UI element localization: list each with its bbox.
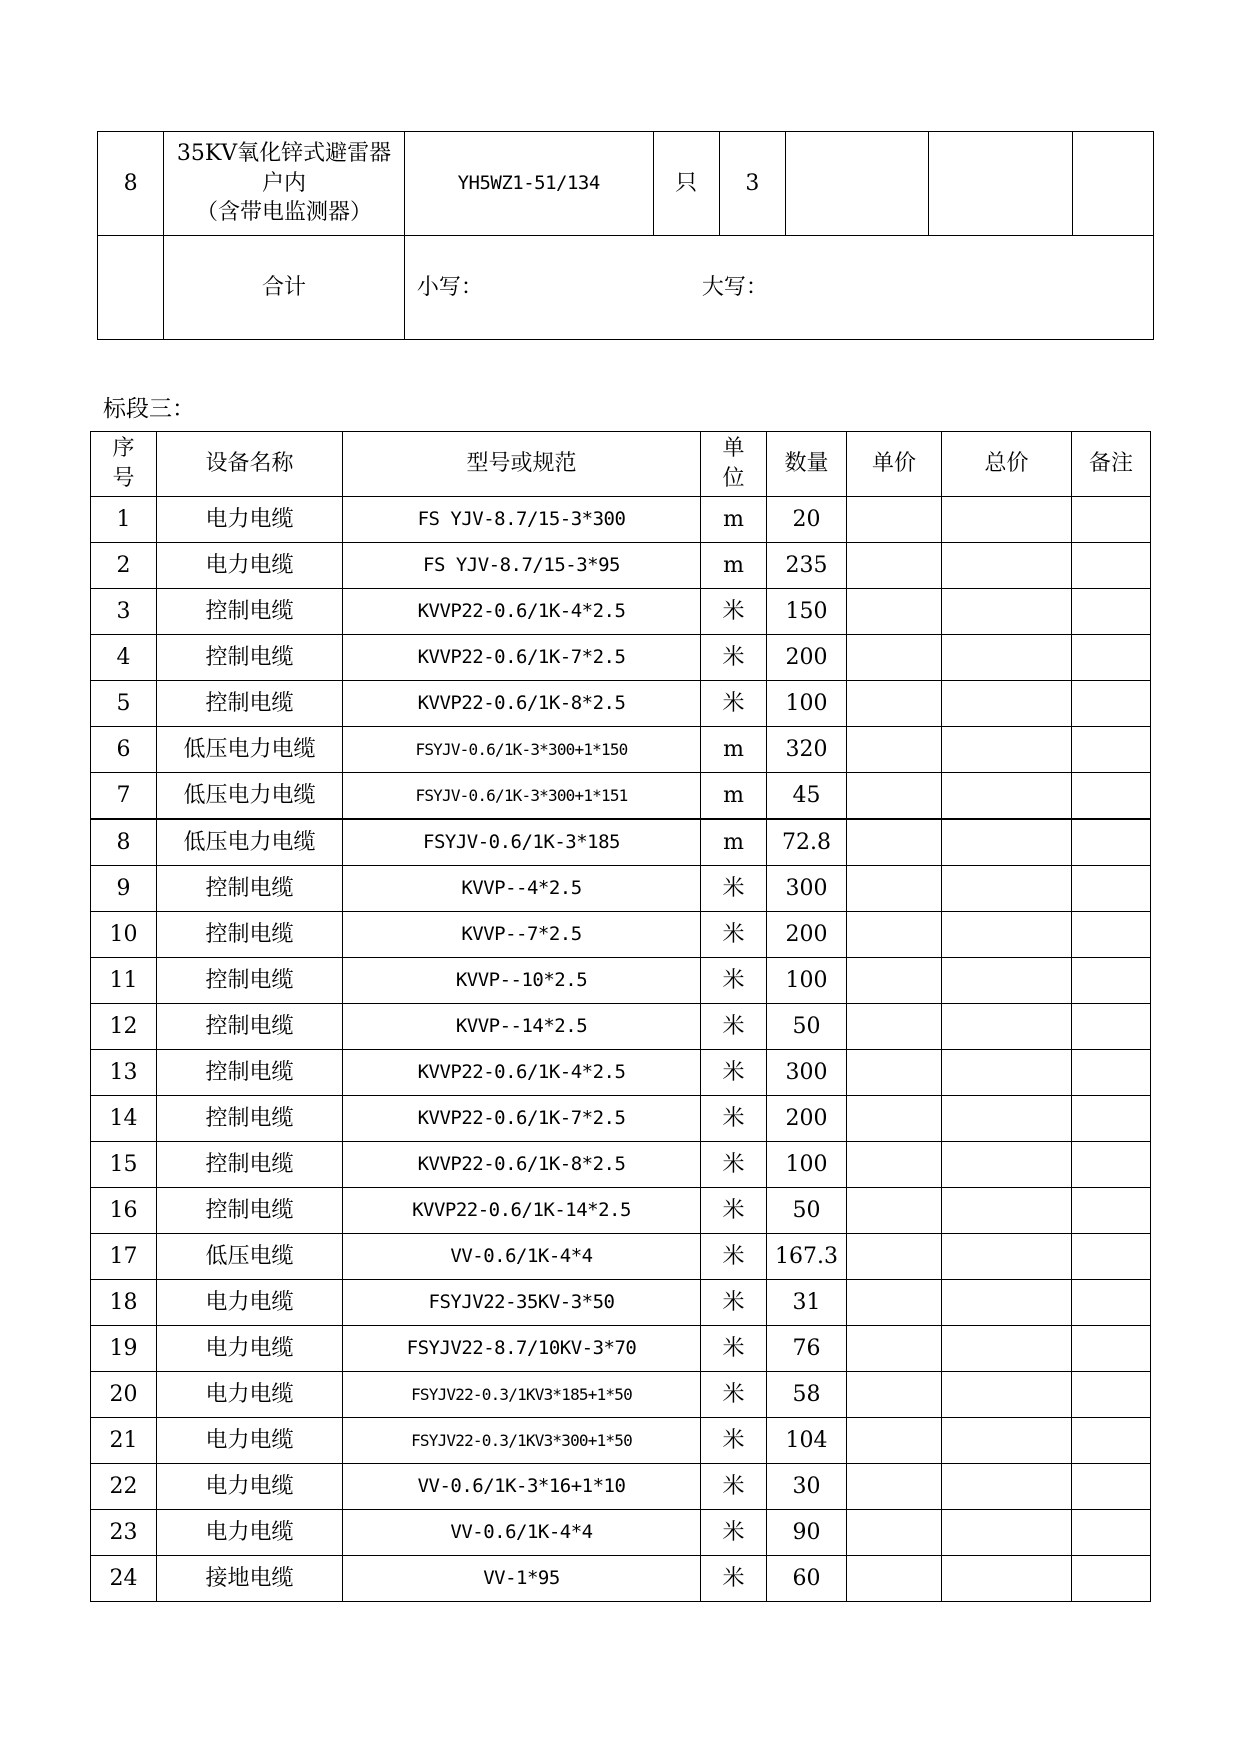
row-number: 10 xyxy=(91,912,157,958)
equipment-name: 低压电缆 xyxy=(157,1234,343,1280)
remark-cell xyxy=(1072,1188,1151,1234)
unit: 米 xyxy=(701,1372,767,1418)
remark-cell xyxy=(1072,1418,1151,1464)
quantity: 104 xyxy=(767,1418,847,1464)
row-number: 9 xyxy=(91,866,157,912)
table-row xyxy=(91,1372,1151,1418)
equipment-name: 控制电缆 xyxy=(157,1004,343,1050)
total-price-cell xyxy=(942,1510,1072,1556)
unit-price-cell xyxy=(847,681,942,727)
quantity: 300 xyxy=(767,1050,847,1096)
unit: 米 xyxy=(701,912,767,958)
quantity: 58 xyxy=(767,1372,847,1418)
model-spec: FS YJV-8.7/15-3*300 xyxy=(343,497,701,543)
unit: 米 xyxy=(701,589,767,635)
model-spec: VV-1*95 xyxy=(343,1556,701,1602)
row-number: 13 xyxy=(91,1050,157,1096)
unit-price-cell xyxy=(847,1234,942,1280)
row-number: 15 xyxy=(91,1142,157,1188)
unit: 米 xyxy=(701,681,767,727)
equipment-name: 控制电缆 xyxy=(157,681,343,727)
equipment-name: 电力电缆 xyxy=(157,1418,343,1464)
unit-price-cell xyxy=(847,543,942,589)
table-row xyxy=(91,866,1151,912)
unit-price-cell xyxy=(847,1556,942,1602)
unit-price-cell xyxy=(847,727,942,773)
unit-price-cell xyxy=(847,1280,942,1326)
unit: m xyxy=(701,543,767,589)
remark-cell xyxy=(1072,1326,1151,1372)
quantity: 76 xyxy=(767,1326,847,1372)
total-price-cell xyxy=(942,1280,1072,1326)
equipment-name: 电力电缆 xyxy=(157,1372,343,1418)
remark-cell xyxy=(1072,958,1151,1004)
table-row xyxy=(91,1510,1151,1556)
model-spec: KVVP22-0.6/1K-4*2.5 xyxy=(343,589,701,635)
equipment-name: 控制电缆 xyxy=(157,1188,343,1234)
quantity: 31 xyxy=(767,1280,847,1326)
unit-price-cell xyxy=(847,589,942,635)
unit-price-cell xyxy=(847,912,942,958)
quantity: 100 xyxy=(767,958,847,1004)
total-price-cell xyxy=(942,1464,1072,1510)
remark-cell xyxy=(1072,1280,1151,1326)
equipment-name: 电力电缆 xyxy=(157,543,343,589)
unit: 米 xyxy=(701,1142,767,1188)
quantity: 90 xyxy=(767,1510,847,1556)
header-model-spec: 型号或规范 xyxy=(343,432,701,497)
row-number: 19 xyxy=(91,1326,157,1372)
model-spec: YH5WZ1-51/134 xyxy=(404,132,653,236)
table-row xyxy=(98,132,1154,236)
equipment-name: 低压电力电缆 xyxy=(157,727,343,773)
quantity: 60 xyxy=(767,1556,847,1602)
remark-cell xyxy=(1072,497,1151,543)
unit-price-cell xyxy=(785,132,928,236)
header-total-price: 总价 xyxy=(942,432,1072,497)
quantity: 45 xyxy=(767,773,847,820)
unit-price-cell xyxy=(847,1372,942,1418)
table-row xyxy=(91,1556,1151,1602)
row-number: 14 xyxy=(91,1096,157,1142)
remark-cell xyxy=(1072,1234,1151,1280)
model-spec: KVVP22-0.6/1K-14*2.5 xyxy=(343,1188,701,1234)
table-row xyxy=(91,912,1151,958)
model-spec: VV-0.6/1K-4*4 xyxy=(343,1510,701,1556)
row-number: 3 xyxy=(91,589,157,635)
unit-price-cell xyxy=(847,958,942,1004)
equipment-name: 接地电缆 xyxy=(157,1556,343,1602)
model-spec: FSYJV22-8.7/10KV-3*70 xyxy=(343,1326,701,1372)
header-row xyxy=(91,432,1151,497)
total-price-cell xyxy=(942,1188,1072,1234)
quantity: 200 xyxy=(767,1096,847,1142)
quantity: 50 xyxy=(767,1004,847,1050)
unit: 米 xyxy=(701,866,767,912)
row-number: 8 xyxy=(98,132,164,236)
header-quantity: 数量 xyxy=(767,432,847,497)
model-spec: KVVP22-0.6/1K-7*2.5 xyxy=(343,1096,701,1142)
unit: m xyxy=(701,497,767,543)
equipment-name: 控制电缆 xyxy=(157,1050,343,1096)
remark-cell xyxy=(1072,1372,1151,1418)
model-spec: FSYJV22-0.3/1KV3*300+1*50 xyxy=(343,1418,701,1464)
unit-price-cell xyxy=(847,1050,942,1096)
quantity: 50 xyxy=(767,1188,847,1234)
row-number: 8 xyxy=(91,819,157,866)
total-price-cell xyxy=(942,912,1072,958)
unit: 米 xyxy=(701,1510,767,1556)
unit: 米 xyxy=(701,1096,767,1142)
equipment-name: 电力电缆 xyxy=(157,497,343,543)
total-price-cell xyxy=(942,1234,1072,1280)
remark-cell xyxy=(1072,1556,1151,1602)
table-row xyxy=(91,1464,1151,1510)
quantity: 100 xyxy=(767,1142,847,1188)
total-price-cell xyxy=(942,866,1072,912)
remark-cell xyxy=(1072,543,1151,589)
table-row xyxy=(91,681,1151,727)
quantity: 20 xyxy=(767,497,847,543)
total-price-cell xyxy=(929,132,1072,236)
equipment-name: 电力电缆 xyxy=(157,1464,343,1510)
total-row xyxy=(98,236,1154,340)
remark-cell xyxy=(1072,681,1151,727)
table-row xyxy=(91,773,1151,820)
unit: 米 xyxy=(701,1004,767,1050)
total-price-cell xyxy=(942,1096,1072,1142)
unit: 米 xyxy=(701,1280,767,1326)
table-row xyxy=(91,958,1151,1004)
total-label: 合计 xyxy=(164,236,405,340)
total-price-cell xyxy=(942,1326,1072,1372)
table-row xyxy=(91,727,1151,773)
table-row xyxy=(91,1418,1151,1464)
unit-price-cell xyxy=(847,1464,942,1510)
row-number xyxy=(98,236,164,340)
remark-cell xyxy=(1072,727,1151,773)
remark-cell xyxy=(1072,1464,1151,1510)
total-price-cell xyxy=(942,1004,1072,1050)
total-price-cell xyxy=(942,958,1072,1004)
total-price-cell xyxy=(942,1142,1072,1188)
remark-cell xyxy=(1072,1050,1151,1096)
quantity: 100 xyxy=(767,681,847,727)
equipment-name: 控制电缆 xyxy=(157,635,343,681)
table-row xyxy=(91,1326,1151,1372)
remark-cell xyxy=(1072,1142,1151,1188)
unit-price-cell xyxy=(847,1096,942,1142)
equipment-name: 控制电缆 xyxy=(157,1096,343,1142)
row-number: 17 xyxy=(91,1234,157,1280)
equipment-name: 控制电缆 xyxy=(157,589,343,635)
unit: 米 xyxy=(701,1326,767,1372)
row-number: 20 xyxy=(91,1372,157,1418)
unit: 米 xyxy=(701,1050,767,1096)
table-row xyxy=(91,497,1151,543)
table-row xyxy=(91,1096,1151,1142)
header-unit-price: 单价 xyxy=(847,432,942,497)
unit-price-cell xyxy=(847,866,942,912)
quantity: 200 xyxy=(767,635,847,681)
remark-cell xyxy=(1072,773,1151,820)
model-spec: KVVP22-0.6/1K-8*2.5 xyxy=(343,1142,701,1188)
row-number: 23 xyxy=(91,1510,157,1556)
equipment-name: 控制电缆 xyxy=(157,912,343,958)
unit: m xyxy=(701,773,767,820)
row-number: 16 xyxy=(91,1188,157,1234)
total-price-cell xyxy=(942,1372,1072,1418)
unit: 米 xyxy=(701,1418,767,1464)
total-price-cell xyxy=(942,819,1072,866)
remark-cell xyxy=(1072,635,1151,681)
table-row xyxy=(91,1188,1151,1234)
equipment-name: 控制电缆 xyxy=(157,866,343,912)
row-number: 18 xyxy=(91,1280,157,1326)
equipment-name: 电力电缆 xyxy=(157,1510,343,1556)
table-row xyxy=(91,1234,1151,1280)
model-spec: KVVP22-0.6/1K-4*2.5 xyxy=(343,1050,701,1096)
section3-heading: 标段三： xyxy=(103,396,195,422)
model-spec: FSYJV-0.6/1K-3*185 xyxy=(343,819,701,866)
remark-cell xyxy=(1072,866,1151,912)
unit-price-cell xyxy=(847,1326,942,1372)
row-number: 11 xyxy=(91,958,157,1004)
quantity: 150 xyxy=(767,589,847,635)
equipment-name: 电力电缆 xyxy=(157,1280,343,1326)
total-price-cell xyxy=(942,773,1072,820)
table-row xyxy=(91,1280,1151,1326)
unit: 米 xyxy=(701,958,767,1004)
header-number: 序 号 xyxy=(91,432,157,497)
quantity: 320 xyxy=(767,727,847,773)
remark-cell xyxy=(1072,589,1151,635)
quantity: 3 xyxy=(719,132,785,236)
quantity: 72.8 xyxy=(767,819,847,866)
unit: 米 xyxy=(701,635,767,681)
equipment-name: 控制电缆 xyxy=(157,1142,343,1188)
header-remark: 备注 xyxy=(1072,432,1151,497)
quantity: 200 xyxy=(767,912,847,958)
row-number: 1 xyxy=(91,497,157,543)
total-price-cell xyxy=(942,1556,1072,1602)
model-spec: FSYJV22-35KV-3*50 xyxy=(343,1280,701,1326)
unit-price-cell xyxy=(847,1142,942,1188)
total-price-cell xyxy=(942,589,1072,635)
model-spec: FS YJV-8.7/15-3*95 xyxy=(343,543,701,589)
model-spec: VV-0.6/1K-4*4 xyxy=(343,1234,701,1280)
remark-cell xyxy=(1072,819,1151,866)
quantity: 300 xyxy=(767,866,847,912)
table-row xyxy=(91,635,1151,681)
row-number: 4 xyxy=(91,635,157,681)
remark-cell xyxy=(1072,1004,1151,1050)
unit-price-cell xyxy=(847,1418,942,1464)
unit-price-cell xyxy=(847,1188,942,1234)
model-spec: KVVP--4*2.5 xyxy=(343,866,701,912)
quantity: 235 xyxy=(767,543,847,589)
unit: 只 xyxy=(653,132,719,236)
unit-price-cell xyxy=(847,773,942,820)
equipment-name: 电力电缆 xyxy=(157,1326,343,1372)
table-row xyxy=(91,1004,1151,1050)
table-row xyxy=(91,589,1151,635)
section1-table xyxy=(97,131,1154,340)
remark-cell xyxy=(1072,1096,1151,1142)
unit-price-cell xyxy=(847,819,942,866)
unit: 米 xyxy=(701,1464,767,1510)
row-number: 6 xyxy=(91,727,157,773)
header-unit: 单 位 xyxy=(701,432,767,497)
table-row xyxy=(91,1142,1151,1188)
row-number: 7 xyxy=(91,773,157,820)
unit: 米 xyxy=(701,1234,767,1280)
upper-case-label: 大写： xyxy=(701,274,768,300)
row-number: 12 xyxy=(91,1004,157,1050)
equipment-name: 低压电力电缆 xyxy=(157,819,343,866)
model-spec: KVVP--14*2.5 xyxy=(343,1004,701,1050)
lower-case-label: 小写： xyxy=(416,274,483,300)
unit: m xyxy=(701,819,767,866)
model-spec: KVVP--10*2.5 xyxy=(343,958,701,1004)
total-price-cell xyxy=(942,681,1072,727)
equipment-name: 低压电力电缆 xyxy=(157,773,343,820)
table-row xyxy=(91,819,1151,866)
row-number: 5 xyxy=(91,681,157,727)
total-price-cell xyxy=(942,543,1072,589)
model-spec: FSYJV22-0.3/1KV3*185+1*50 xyxy=(343,1372,701,1418)
total-price-cell xyxy=(942,497,1072,543)
quantity: 30 xyxy=(767,1464,847,1510)
model-spec: KVVP22-0.6/1K-7*2.5 xyxy=(343,635,701,681)
row-number: 22 xyxy=(91,1464,157,1510)
row-number: 2 xyxy=(91,543,157,589)
model-spec: FSYJV-0.6/1K-3*300+1*151 xyxy=(343,773,701,820)
model-spec: VV-0.6/1K-3*16+1*10 xyxy=(343,1464,701,1510)
unit-price-cell xyxy=(847,497,942,543)
remark-cell xyxy=(1072,912,1151,958)
equipment-name: 35KV氧化锌式避雷器 户内 （含带电监测器） xyxy=(164,132,405,236)
remark-cell xyxy=(1072,132,1153,236)
unit-price-cell xyxy=(847,635,942,681)
model-spec: FSYJV-0.6/1K-3*300+1*150 xyxy=(343,727,701,773)
total-price-cell xyxy=(942,727,1072,773)
equipment-name: 控制电缆 xyxy=(157,958,343,1004)
table-row xyxy=(91,543,1151,589)
unit-price-cell xyxy=(847,1004,942,1050)
header-equipment-name: 设备名称 xyxy=(157,432,343,497)
row-number: 21 xyxy=(91,1418,157,1464)
unit: 米 xyxy=(701,1556,767,1602)
model-spec: KVVP--7*2.5 xyxy=(343,912,701,958)
total-price-cell xyxy=(942,1050,1072,1096)
unit: 米 xyxy=(701,1188,767,1234)
unit: m xyxy=(701,727,767,773)
model-spec: KVVP22-0.6/1K-8*2.5 xyxy=(343,681,701,727)
unit-price-cell xyxy=(847,1510,942,1556)
total-price-cell xyxy=(942,635,1072,681)
total-price-cell xyxy=(942,1418,1072,1464)
section3-table xyxy=(90,431,1151,1602)
quantity: 167.3 xyxy=(767,1234,847,1280)
total-amount-cell xyxy=(404,236,1153,340)
row-number: 24 xyxy=(91,1556,157,1602)
table-row xyxy=(91,1050,1151,1096)
remark-cell xyxy=(1072,1510,1151,1556)
